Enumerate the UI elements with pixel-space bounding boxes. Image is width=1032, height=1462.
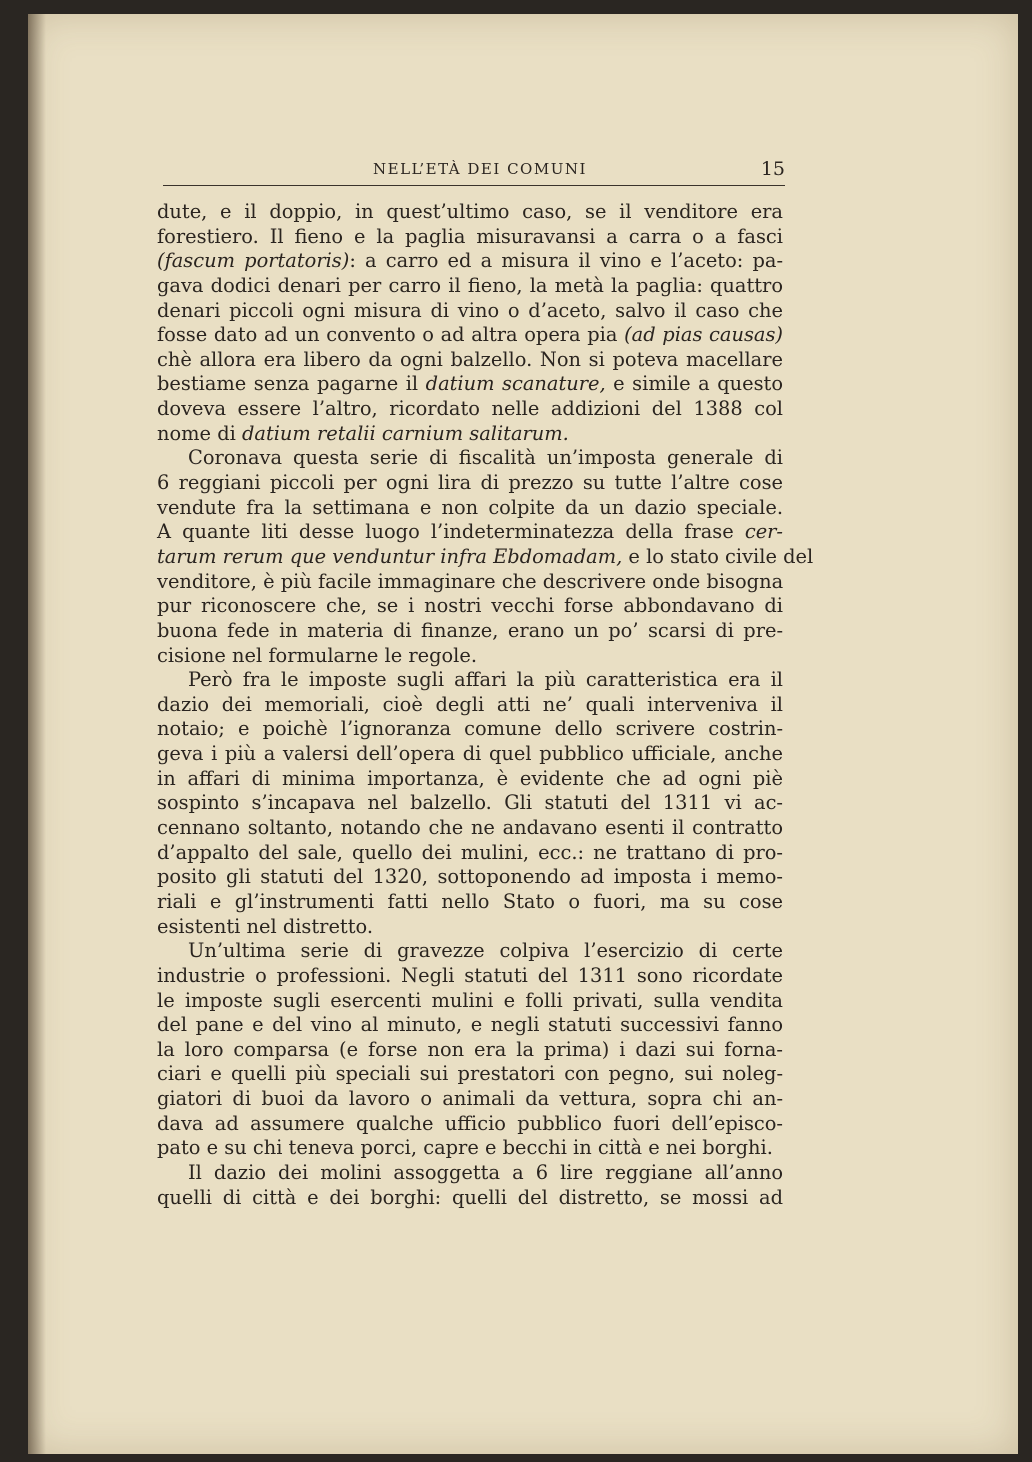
- text-run: Però fra le imposte sugli affari la più caratteristica era il: [188, 668, 783, 692]
- text-line: [157, 397, 783, 422]
- text-line: [157, 372, 783, 397]
- text-run: sospinto s’incapava nel balzello. Gli statuti del 1311 vi ac-: [157, 791, 783, 815]
- text-line: [157, 348, 783, 373]
- italic-text: datium retalii carnium salitarum.: [241, 421, 569, 445]
- text-run: nome di: [157, 421, 242, 445]
- text-run: A quante liti desse luogo l’indeterminatezza della frase: [157, 520, 745, 544]
- text-run: venditore, è più facile immaginare che descrivere onde bisogna: [157, 569, 784, 593]
- text-line: [157, 570, 783, 595]
- text-line: [157, 668, 783, 693]
- text-run: dava ad assumere qualche ufficio pubblico fuori dell’episco-: [157, 1111, 783, 1135]
- text-run: 6 reggiani piccoli per ogni lira di prezzo su tutte l’altre cose: [157, 471, 783, 495]
- text-line: [157, 767, 783, 792]
- text-line: [157, 471, 783, 496]
- text-line: [157, 274, 783, 299]
- text-line: [157, 299, 783, 324]
- paragraph: [157, 200, 783, 446]
- text-run: doveva essere l’altro, ricordato nelle addizioni del 1388 col: [157, 397, 783, 421]
- paragraph: [157, 446, 814, 668]
- page-gutter-shadow: [28, 14, 46, 1454]
- text-run: geva i più a valersi dell’opera di quel pubblico ufficiale, anche: [157, 742, 783, 766]
- text-run: industrie o professioni. Negli statuti del 1311 sono ricordate: [157, 963, 783, 987]
- text-run: Un’ultima serie di gravezze colpiva l’esercizio di certe: [188, 939, 783, 963]
- text-run: gava dodici denari per carro il fieno, la metà la paglia: quattro: [157, 273, 783, 297]
- text-line: [157, 964, 783, 989]
- text-line: [157, 791, 783, 816]
- text-line: [157, 1161, 783, 1186]
- text-line: [157, 200, 783, 225]
- text-run: : a carro ed a misura il vino e l’aceto: pa-: [349, 249, 783, 273]
- text-line: [157, 989, 783, 1014]
- text-run: ciari e quelli più speciali sui prestatori con pegno, sui noleg-: [157, 1062, 783, 1086]
- italic-text: datium scanature,: [425, 372, 606, 396]
- text-line: [157, 446, 783, 471]
- italic-text: (ad pias causas): [624, 323, 783, 347]
- text-run: giatori di buoi da lavoro o animali da vettura, sopra chi an-: [157, 1087, 783, 1111]
- text-run: posito gli statuti del 1320, sottoponendo ad imposta i memo-: [157, 865, 783, 889]
- text-run: Il dazio dei molini assoggetta a 6 lire reggiane all’anno: [188, 1160, 783, 1184]
- text-run: le imposte sugli esercenti mulini e folli privati, sulla vendita: [157, 988, 783, 1012]
- text-run: e simile a questo: [605, 372, 784, 396]
- text-run: in affari di minima importanza, è evidente che ad ogni piè: [157, 766, 783, 790]
- text-line: [157, 1186, 783, 1211]
- text-run: bestiame senza pagarne il: [157, 372, 426, 396]
- text-line: [157, 1112, 783, 1137]
- text-line: [157, 594, 783, 619]
- text-line: [157, 1087, 783, 1112]
- text-line: [157, 225, 783, 250]
- header-rule: [163, 185, 785, 186]
- text-line: [157, 693, 783, 718]
- text-run: pur riconoscere che, se i nostri vecchi forse abbondavano di: [157, 594, 783, 618]
- text-run: esistenti nel distretto.: [157, 914, 374, 938]
- text-line: [157, 890, 783, 915]
- body-text: [157, 200, 814, 1210]
- text-line: [157, 915, 783, 940]
- text-run: quelli di città e dei borghi: quelli del distretto, se mossi ad: [157, 1185, 783, 1209]
- text-run: cisione nel formularne le regole.: [157, 643, 478, 667]
- text-line: [157, 1136, 783, 1161]
- text-line: [157, 323, 783, 348]
- text-line: [157, 939, 783, 964]
- text-run: riali e gl’instrumenti fatti nello Stato o fuori, ma su cose: [157, 889, 783, 913]
- text-line: [157, 1013, 783, 1038]
- text-run: Coronava questa serie di fiscalità un’imposta generale di: [188, 446, 783, 470]
- text-line: [157, 816, 783, 841]
- text-line: [157, 619, 783, 644]
- text-run: la loro comparsa (e forse non era la prima) i dazi sui forna-: [157, 1037, 783, 1061]
- text-run: dute, e il doppio, in quest’ultimo caso, se il venditore era: [157, 200, 783, 223]
- page-number: 15: [760, 158, 785, 180]
- paragraph: [157, 668, 783, 939]
- text-line: [157, 717, 783, 742]
- text-line: [157, 422, 783, 447]
- text-line: [157, 865, 783, 890]
- paragraph: [157, 1161, 783, 1210]
- text-line: [157, 644, 783, 669]
- text-line: [157, 249, 783, 274]
- text-line: [157, 841, 783, 866]
- italic-text: tarum rerum que venduntur infra Ebdomadam,: [157, 544, 623, 568]
- text-run: pato e su chi teneva porci, capre e becchi in città e nei borghi.: [157, 1136, 773, 1160]
- italic-text: cer-: [744, 520, 783, 544]
- text-run: vendute fra la settimana e non colpite da un dazio speciale.: [157, 495, 783, 519]
- text-run: notaio; e poichè l’ignoranza comune dello scrivere costrin-: [157, 717, 783, 741]
- text-run: e lo stato civile del: [622, 544, 814, 568]
- text-line: [157, 1038, 783, 1063]
- paragraph: [157, 939, 783, 1161]
- text-run: del pane e del vino al minuto, e negli statuti successivi fanno: [157, 1013, 783, 1037]
- text-run: cennano soltanto, notando che ne andavano esenti il contratto: [157, 816, 783, 840]
- running-title: NELL’ETÀ DEI COMUNI: [373, 160, 587, 178]
- text-run: fosse dato ad un convento o ad altra opera pia: [157, 323, 625, 347]
- italic-text: (fascum portatoris): [157, 249, 350, 273]
- text-run: forestiero. Il fieno e la paglia misuravansi a carra o a fasci: [157, 224, 783, 248]
- text-line: [157, 496, 783, 521]
- text-line: [157, 520, 783, 545]
- text-line: [157, 1062, 783, 1087]
- text-run: buona fede in materia di finanze, erano un po’ scarsi di pre-: [157, 618, 783, 642]
- text-line: [157, 544, 814, 570]
- text-run: chè allora era libero da ogni balzello. Non si poteva macellare: [157, 347, 783, 371]
- text-run: dazio dei memoriali, cioè degli atti ne’ quali interveniva il: [157, 692, 783, 716]
- text-run: d’appalto del sale, quello dei mulini, ecc.: ne trattano di pro-: [157, 840, 783, 864]
- text-line: [157, 742, 783, 767]
- running-head: [163, 158, 785, 184]
- text-run: denari piccoli ogni misura di vino o d’aceto, salvo il caso che: [157, 298, 783, 322]
